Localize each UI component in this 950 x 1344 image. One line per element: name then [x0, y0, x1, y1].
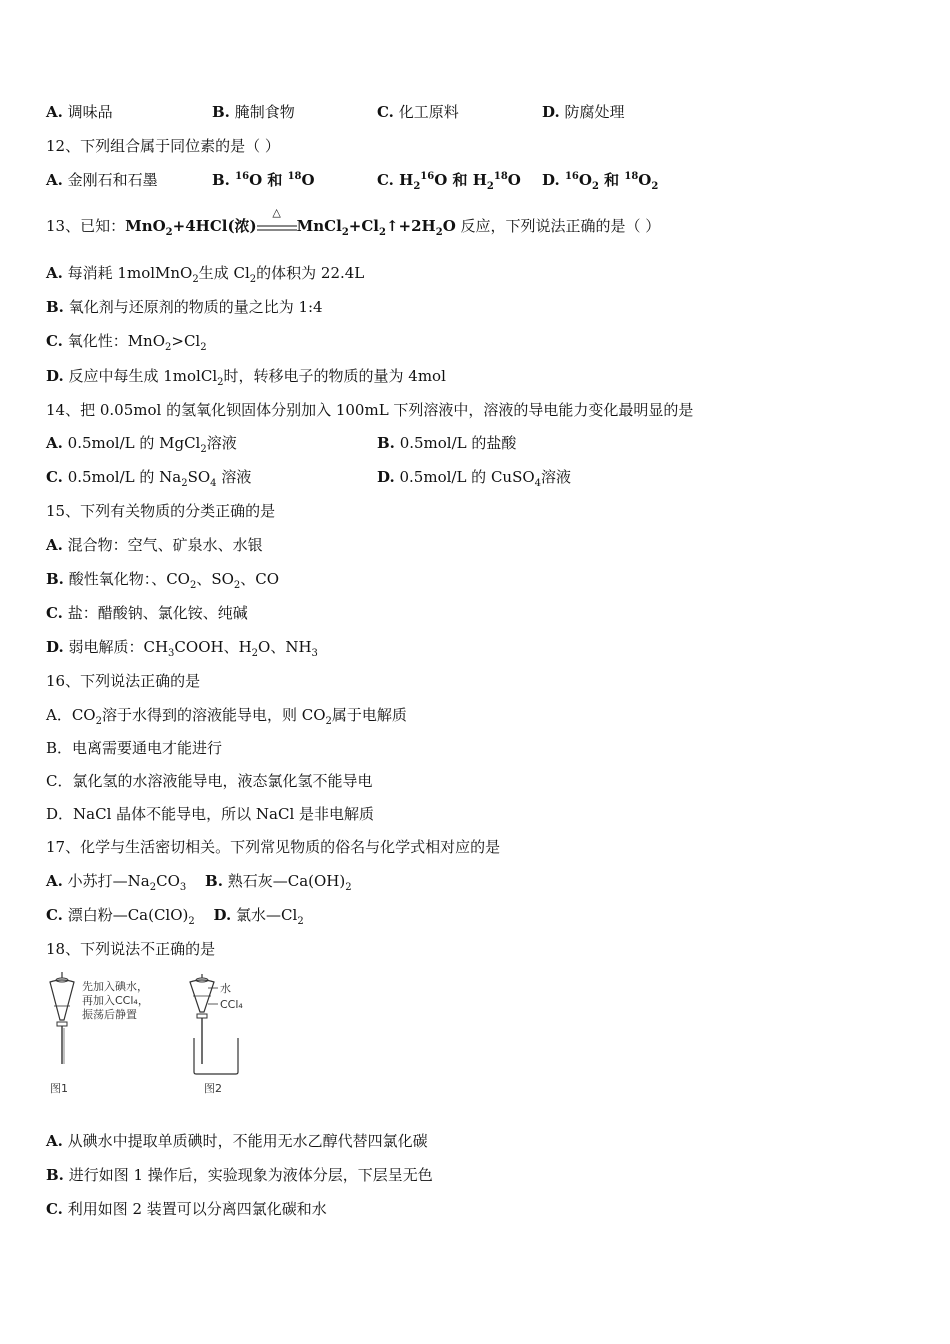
q13-option-b: B. 氧化剂与还原剂的物质的量之比为 1:4 — [46, 298, 323, 316]
q14-option-a: A. 0.5mol/L 的 MgCl$_2$溶液 — [46, 434, 237, 455]
q16-stem: 16、下列说法正确的是 — [46, 672, 201, 690]
fig2-water-label: 水 — [220, 982, 231, 995]
figure1-separatory-funnel — [50, 972, 74, 1064]
q12-option-a: A. 金刚石和石墨 — [46, 171, 158, 189]
q17-stem: 17、化学与生活密切相关。下列常见物质的俗名与化学式相对应的是 — [46, 838, 501, 856]
q18-option-b: B. 进行如图 1 操作后，实验现象为液体分层，下层呈无色 — [46, 1166, 433, 1184]
q15-option-a: A. 混合物：空气、矿泉水、水银 — [46, 536, 263, 554]
q16-option-b: B．电离需要通电才能进行 — [46, 739, 223, 757]
q15-stem: 15、下列有关物质的分类正确的是 — [46, 502, 276, 520]
q17-option-a: A. 小苏打$—Na_2CO_3$ — [46, 872, 187, 893]
q17-option-c: C. 漂白粉$—Ca(ClO)_2$ — [46, 906, 195, 927]
q15-option-b: B. 酸性氧化物：、$CO_2$、$SO_2$、CO — [46, 570, 280, 591]
q13-option-c: C. 氧化性：$MnO_2>Cl_2$ — [46, 332, 207, 353]
q18-option-c: C. 利用如图 2 装置可以分离四氯化碳和水 — [46, 1200, 327, 1218]
q17-option-d: D. 氯水$—Cl_2$ — [213, 906, 304, 927]
q17-option-b: B. 熟石灰$—Ca(OH)_2$ — [205, 872, 352, 893]
q14-stem: 14、把 0.05mol 的氢氧化钡固体分别加入 100mL 下列溶液中，溶液的导电能力变化最明显的是 — [46, 401, 694, 419]
q17-options-row2 — [46, 905, 304, 925]
q13-option-d: D. 反应中每生成 1molCl$_2$时，转移电子的物质的量为 4mol — [46, 367, 446, 388]
q13-option-a: A. 每消耗 1molMnO$_2$生成 $Cl_2$的体积为 22.4L — [46, 264, 365, 285]
q16-option-c: C．氯化氢的水溶液能导电，液态氯化氢不能导电 — [46, 772, 373, 790]
q18-figure — [40, 968, 280, 1100]
q12-option-b: B. $^{16}$O 和 $^{18}$O — [212, 171, 315, 189]
q16-option-a: A．$CO_2$溶于水得到的溶液能导电，则 $CO_2$属于电解质 — [46, 706, 407, 727]
q15-option-c: C. 盐：醋酸钠、氯化铵、纯碱 — [46, 604, 248, 622]
fig1-text-line3: 振荡后静置 — [82, 1008, 137, 1021]
q12-option-c: C. $H_2^{16}O$ 和 $H_2^{18}O$ — [377, 171, 521, 192]
figure2-funnel-beaker — [190, 974, 242, 1074]
q18-option-a: A. 从碘水中提取单质碘时，不能用无水乙醇代替四氯化碳 — [46, 1132, 428, 1150]
q11-option-d: D. 防腐处理 — [542, 103, 625, 121]
fig1-text-line1: 先加入碘水， — [82, 980, 148, 993]
fig2-caption: 图2 — [204, 1082, 222, 1095]
q15-option-d: D. 弱电解质：$CH_3COOH$、$H_2O$、$NH_3$ — [46, 638, 318, 659]
q12-option-d: D. $^{16}O_2$ 和 $^{18}O_2$ — [542, 171, 659, 192]
fig2-ccl4-label: CCl₄ — [220, 998, 243, 1011]
q14-option-c: C. 0.5mol/L 的 $Na_2SO_4$ 溶液 — [46, 468, 252, 489]
q17-options-row1 — [46, 871, 352, 891]
q11-option-c: C. 化工原料 — [377, 103, 459, 121]
q11-option-b: B. 腌制食物 — [212, 103, 295, 121]
q16-option-d: D．NaCl 晶体不能导电，所以 NaCl 是非电解质 — [46, 805, 375, 823]
q12-stem: 12、下列组合属于同位素的是（ ） — [46, 137, 280, 155]
q18-stem: 18、下列说法不正确的是 — [46, 940, 216, 958]
fig1-text-line2: 再加入CCl₄， — [82, 994, 149, 1007]
reaction-condition-arrow: △ — [272, 206, 281, 219]
fig1-caption: 图1 — [50, 1082, 68, 1095]
q11-option-a: A. 调味品 — [46, 103, 113, 121]
q14-option-b: B. 0.5mol/L 的盐酸 — [377, 434, 517, 452]
q14-option-d: D. 0.5mol/L 的 CuSO$_4$溶液 — [377, 468, 572, 489]
q13-stem: 13、已知：MnO$_2$+4HCl(浓) △ $MnCl_2+Cl_2↑+2H_2O$ 反应，下列说法正确的是（ ） — [46, 206, 661, 238]
